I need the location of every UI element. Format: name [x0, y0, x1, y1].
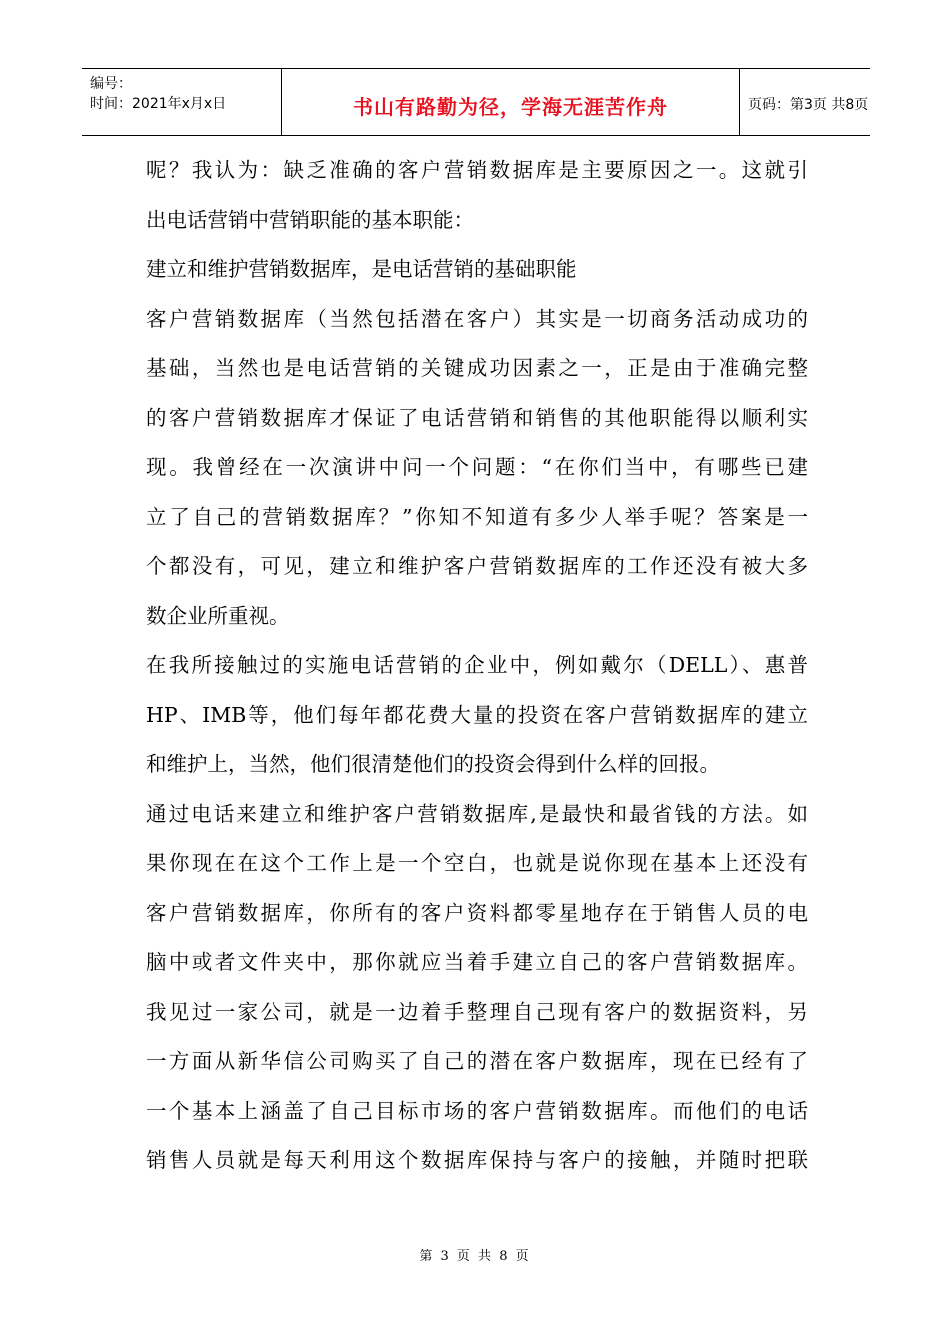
page-header	[82, 68, 870, 136]
document-date-label: 时间：2021年x月x日	[90, 96, 227, 112]
header-middle-cell	[282, 69, 740, 135]
text-line: 现。我曾经在一次演讲中问一个问题：“在你们当中，有哪些已建	[146, 455, 808, 479]
text-line: 出电话营销中营销职能的基本职能：	[146, 207, 474, 232]
header-right-cell	[740, 69, 870, 135]
text-line: 基础，当然也是电话营销的关键成功因素之一，正是由于准确完整	[146, 356, 808, 380]
header-left-cell	[82, 69, 282, 135]
text-line: 立了自己的营销数据库？”你知不知道有多少人举手呢？答案是一	[146, 504, 808, 529]
text-line: 客户营销数据库（当然包括潜在客户）其实是一切商务活动成功的	[146, 306, 808, 331]
text-line: 脑中或者文件夹中，那你就应当着手建立自己的客户营销数据库。	[146, 950, 808, 974]
text-line: 客户营销数据库，你所有的客户资料都零星地存在于销售人员的电	[146, 900, 808, 925]
text-line: HP、IMB等，他们每年都花费大量的投资在客户营销数据库的建立	[146, 702, 808, 727]
header-page-info: 页码：第3页 共8页	[748, 97, 869, 113]
text-line: 果你现在在这个工作上是一个空白，也就是说你现在基本上还没有	[146, 851, 808, 875]
text-line: 一个基本上涵盖了自己目标市场的客户营销数据库。而他们的电话	[146, 1098, 808, 1123]
text-line: 个都没有，可见，建立和维护客户营销数据库的工作还没有被大多	[146, 554, 808, 578]
text-line: 销售人员就是每天利用这个数据库保持与客户的接触，并随时把联	[146, 1148, 808, 1172]
text-line: 我见过一家公司，就是一边着手整理自己现有客户的数据资料，另	[146, 999, 808, 1024]
text-line: 一方面从新华信公司购买了自己的潜在客户数据库，现在已经有了	[146, 1049, 808, 1073]
page-footer: 第 3 页 共 8 页	[419, 1249, 531, 1264]
document-body	[146, 146, 808, 1186]
text-line: 在我所接触过的实施电话营销的企业中，例如戴尔（DELL）、惠普	[146, 653, 808, 677]
header-motto: 书山有路勤为径，学海无涯苦作舟	[353, 95, 668, 119]
text-line: 数企业所重视。	[146, 603, 290, 628]
text-line: 呢？我认为：缺乏准确的客户营销数据库是主要原因之一。这就引	[146, 158, 808, 182]
text-line: 的客户营销数据库才保证了电话营销和销售的其他职能得以顺利实	[146, 405, 808, 430]
document-number-label: 编号：	[90, 76, 132, 92]
text-line: 通过电话来建立和维护客户营销数据库,是最快和最省钱的方法。如	[146, 801, 808, 826]
text-line: 和维护上，当然，他们很清楚他们的投资会得到什么样的回报。	[146, 752, 720, 776]
text-line: 建立和维护营销数据库，是电话营销的基础职能	[146, 257, 577, 281]
